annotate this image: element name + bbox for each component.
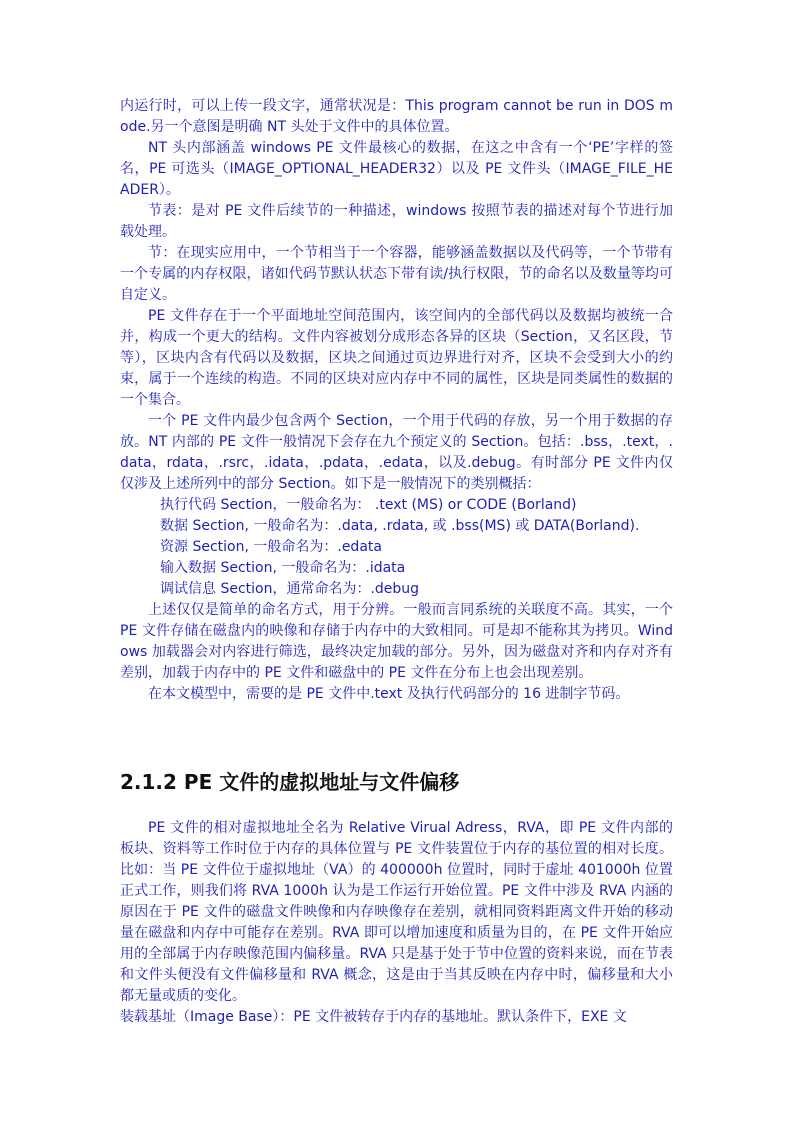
- paragraph-dos-stub: 内运行时，可以上传一段文字，通常状况是：This program cannot be run in DOS mode.另一个意图是明确 NT 头处于文件中的具体位置。: [120, 98, 673, 135]
- list-item: 资源 Section, 一般命名为：.edata: [160, 539, 382, 555]
- paragraph-section-table: 节表：是对 PE 文件后续节的一种描述，windows 按照节表的描述对每个节进行加载处理。: [120, 203, 673, 240]
- paragraph-predefined-sections: 一个 PE 文件内最少包含两个 Section，一个用于代码的存放，另一个用于数据的存放。NT 内部的 PE 文件一般情况下会存在九个预定义的 Section。包括：.bss，.text，.data，rdata，.rsrc，.idata，.pdata，.edata，以及.debug。有时部分 PE 文件内仅仅涉及上述所列中的部分 Section。如下是一般情况下的类别概括：: [120, 413, 673, 492]
- list-item: 执行代码 Section，一般命名为： .text (MS) or CODE (Borland): [160, 497, 577, 513]
- paragraph-naming-note: 上述仅仅是简单的命名方式，用于分辨。一般而言同系统的关联度不高。其实，一个 PE 文件存储在磁盘内的映像和存储于内存中的大致相同。可是却不能称其为拷贝。Windows 加载器会对内容进行筛选，最终决定加载的部分。另外，因为磁盘对齐和内存对齐有差别，加载于内存中的 PE 文件和磁盘中的 PE 文件在分布上也会出现差别。: [120, 602, 673, 681]
- paragraph-section: 节：在现实应用中，一个节相当于一个容器，能够涵盖数据以及代码等，一个节带有一个专属的内存权限，诸如代码节默认状态下带有读/执行权限，节的命名以及数量等均可自定义。: [120, 245, 673, 303]
- section-heading: 2.1.2 PE 文件的虚拟地址与文件偏移: [120, 770, 460, 794]
- paragraph-address-space: PE 文件存在于一个平面地址空间范围内，该空间内的全部代码以及数据均被统一合并，构成一个更大的结构。文件内容被划分成形态各异的区块（Section，又名区段，节等），区块内含有代码以及数据，区块之间通过页边界进行对齐，区块不会受到大小的约束，属于一个连续的构造。不同的区块对应内存中不同的属性，区块是同类属性的数据的一个集合。: [120, 308, 673, 408]
- list-item: 输入数据 Section, 一般命名为：.idata: [160, 560, 406, 576]
- body-section-1: [120, 96, 673, 705]
- body-section-2: [120, 818, 673, 1028]
- paragraph-model-note: 在本文模型中，需要的是 PE 文件中.text 及执行代码部分的 16 进制字节码。: [148, 686, 630, 702]
- list-item: 数据 Section, 一般命名为：.data, .rdata, 或 .bss(MS) 或 DATA(Borland).: [160, 518, 640, 534]
- section-name-list: [120, 495, 673, 600]
- paragraph-image-base: 装载基址（Image Base）：PE 文件被转存于内存的基地址。默认条件下，EXE 文: [120, 1009, 627, 1025]
- list-item: 调试信息 Section，通常命名为：.debug: [160, 581, 420, 597]
- paragraph-rva: PE 文件的相对虚拟地址全名为 Relative Virual Adress，RVA，即 PE 文件内部的板块、资料等工作时位于内存的具体位置与 PE 文件装置位于内存的基位置的相对长度。比如：当 PE 文件位于虚拟地址（VA）的 400000h 位置时，同时于虚址 401000h 位置正式工作，则我们将 RVA 1000h 认为是工作运行开始位置。PE 文件中涉及 RVA 内涵的原因在于 PE 文件的磁盘文件映像和内存映像存在差别，就相同资料距离文件开始的移动量在磁盘和内存中可能存在差别。RVA 即可以增加速度和质量为目的，在 PE 文件开始应用的全部属于内存映像范围内偏移量。RVA 只是基于处于节中位置的资料来说，而在节表和文件头便没有文件偏移量和 RVA 概念，这是由于当其反映在内存中时，偏移量和大小都无量或质的变化。: [120, 820, 673, 1004]
- paragraph-nt-header: NT 头内部涵盖 windows PE 文件最核心的数据，在这之中含有一个‘PE’字样的签名，PE 可选头（IMAGE_OPTIONAL_HEADER32）以及 PE 文件头（IMAGE_FILE_HEADER）。: [120, 140, 673, 198]
